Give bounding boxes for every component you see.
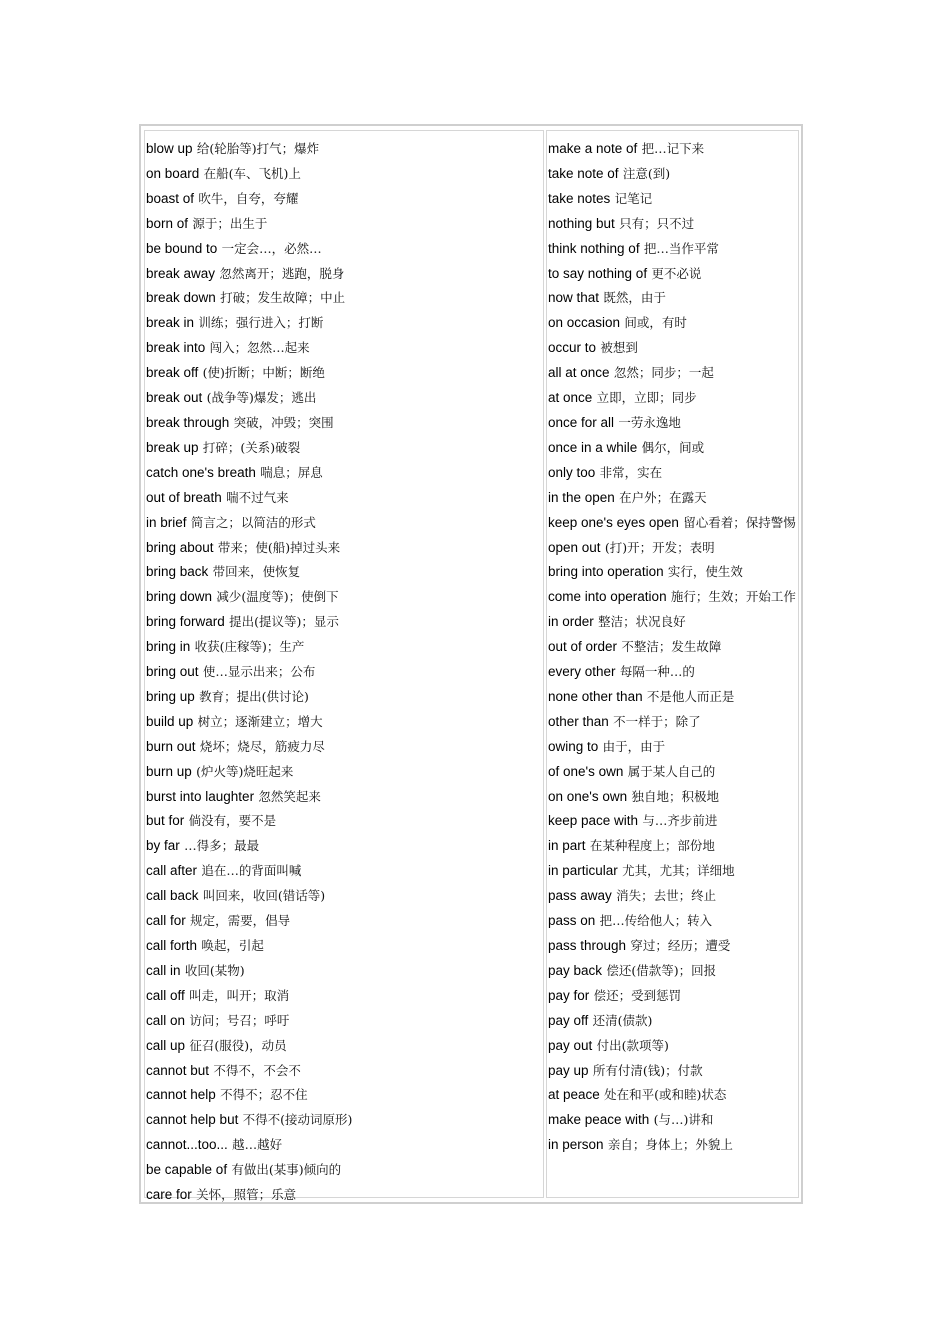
phrase-entry [146, 386, 541, 411]
phrase-meaning: 叫回来，收回(错话等) [202, 888, 326, 904]
phrase-entry [548, 536, 796, 561]
phrase-meaning: 教育；提出(供讨论) [199, 688, 309, 704]
phrase-meaning: 追在…的背面叫喊 [201, 863, 302, 879]
phrase-text: once in a while [548, 439, 638, 455]
phrase-meaning: 忽然；同步；一起 [613, 365, 714, 381]
phrase-entry [146, 834, 541, 859]
phrase-entry [146, 436, 541, 461]
phrase-entry [548, 1059, 796, 1084]
phrase-entry [548, 187, 796, 212]
phrase-entry [146, 635, 541, 660]
phrase-text: break through [146, 414, 230, 430]
phrase-text: to say nothing of [548, 265, 648, 281]
phrase-meaning: 穿过；经历；遭受 [630, 938, 731, 953]
phrase-meaning: 打碎；(关系)破裂 [202, 439, 301, 455]
phrase-entry [146, 1034, 541, 1059]
phrase-meaning: 忽然离开；逃跑，脱身 [219, 265, 345, 281]
phrase-text: in person [548, 1137, 604, 1153]
phrase-meaning: 有做出(某事)倾向的 [231, 1162, 342, 1178]
phrase-text: break down [146, 290, 216, 306]
phrase-entry [146, 685, 541, 710]
phrase-text: be bound to [146, 240, 218, 256]
phrase-meaning: …得多；最最 [184, 838, 260, 854]
phrase-text: once for all [548, 414, 615, 430]
phrase-text: none other than [548, 688, 643, 704]
phrase-meaning: 既然，由于 [603, 290, 666, 306]
phrase-text: blow up [146, 141, 193, 156]
phrase-entry [146, 1183, 541, 1208]
phrase-entry [146, 710, 541, 735]
phrase-entry [146, 1059, 541, 1084]
phrase-meaning: 偿还(借款等)；回报 [606, 962, 717, 978]
phrase-text: build up [146, 713, 194, 729]
phrase-entry [146, 237, 541, 262]
phrase-text: call off [146, 987, 185, 1003]
phrase-text: come into operation [548, 589, 667, 605]
right-entry-list [548, 137, 796, 1158]
phrase-entry [548, 311, 796, 336]
phrase-meaning: 在户外；在露天 [619, 489, 707, 505]
phrase-meaning: 把…传给他人；转入 [599, 913, 713, 929]
phrase-entry [548, 710, 796, 735]
phrase-entry [548, 286, 796, 311]
phrase-meaning: 不得不(接动词原形) [242, 1112, 353, 1128]
phrase-meaning: 处在和平(或和睦)状态 [604, 1087, 727, 1103]
phrase-text: call up [146, 1037, 186, 1053]
phrase-entry [548, 735, 796, 760]
phrase-entry [548, 685, 796, 710]
left-entry-list [146, 137, 541, 1208]
phrase-meaning: (使)折断；中断；断绝 [202, 365, 325, 381]
phrase-entry [548, 984, 796, 1009]
phrase-meaning: 间或，有时 [624, 315, 687, 331]
phrase-entry [548, 560, 796, 585]
phrase-entry [146, 536, 541, 561]
phrase-text: of one's own [548, 763, 624, 779]
phrase-text: pass through [548, 938, 627, 953]
phrase-text: pass away [548, 888, 612, 904]
phrase-entry [146, 1108, 541, 1133]
phrase-entry [548, 785, 796, 810]
phrase-text: now that [548, 290, 600, 306]
phrase-meaning: (战争等)爆发；逃出 [206, 390, 317, 406]
phrase-meaning: 带回来，使恢复 [212, 564, 301, 580]
phrase-meaning: 每隔一种…的 [619, 664, 695, 680]
left-column [144, 130, 544, 1203]
phrase-meaning: 消失；去世；终止 [616, 888, 717, 904]
phrase-meaning: 唤起，引起 [201, 938, 264, 953]
phrase-text: occur to [548, 340, 597, 356]
phrase-entry [146, 959, 541, 984]
phrase-text: bring back [146, 564, 209, 580]
phrase-entry [548, 834, 796, 859]
phrase-meaning: 整洁；状况良好 [598, 614, 686, 630]
phrase-text: bring out [146, 664, 199, 680]
phrase-text: at peace [548, 1087, 600, 1103]
phrase-text: call in [146, 962, 181, 978]
phrase-entry [146, 909, 541, 934]
phrase-meaning: 在船(车、飞机)上 [203, 165, 301, 181]
phrase-entry [146, 785, 541, 810]
phrase-meaning: 提出(提议等)；显示 [229, 614, 339, 630]
phrase-text: on one's own [548, 788, 628, 804]
phrase-text: make peace with [548, 1112, 650, 1128]
phrase-meaning: 喘不过气来 [226, 489, 289, 505]
phrase-entry [146, 461, 541, 486]
phrase-text: in the open [548, 489, 615, 505]
phrase-meaning: 实行，使生效 [667, 564, 743, 580]
phrase-text: by far [146, 838, 180, 854]
phrase-text: boast of [146, 190, 195, 206]
phrase-entry [548, 809, 796, 834]
phrase-entry [146, 735, 541, 760]
phrase-entry [548, 884, 796, 909]
phrase-text: burn out [146, 738, 196, 754]
phrase-entry [548, 859, 796, 884]
phrase-meaning: 属于某人自己的 [627, 763, 716, 779]
phrase-entry [548, 1133, 796, 1158]
phrase-entry [548, 137, 796, 162]
phrase-text: pay for [548, 987, 590, 1003]
phrase-entry [146, 311, 541, 336]
phrase-entry [146, 1009, 541, 1034]
phrase-text: take notes [548, 190, 611, 206]
phrase-entry [146, 984, 541, 1009]
phrase-entry [146, 286, 541, 311]
phrase-text: make a note of [548, 141, 638, 156]
phrase-text: bring up [146, 688, 195, 704]
phrase-meaning: 非常，实在 [599, 464, 663, 480]
phrase-text: break away [146, 265, 216, 281]
phrase-entry [548, 336, 796, 361]
phrase-entry [146, 585, 541, 610]
phrase-meaning: 亲自；身体上；外貌上 [607, 1137, 733, 1153]
phrase-meaning: 征召(服役)，动员 [189, 1037, 287, 1053]
phrase-text: pay out [548, 1037, 593, 1053]
phrase-meaning: (打)开；开发；表明 [604, 539, 715, 555]
phrase-entry [548, 1083, 796, 1108]
phrase-meaning: 不是他人而正是 [646, 688, 735, 704]
phrase-text: call for [146, 913, 186, 929]
phrase-meaning: 偿还；受到惩罚 [593, 987, 682, 1003]
phrase-entry [146, 660, 541, 685]
phrase-text: break up [146, 439, 199, 455]
phrase-text: on occasion [548, 315, 621, 331]
phrase-meaning: 忽然笑起来 [258, 788, 321, 804]
phrase-entry [548, 635, 796, 660]
phrase-text: all at once [548, 365, 610, 381]
phrase-meaning: 突破，冲毁；突围 [233, 414, 334, 430]
phrase-text: break into [146, 340, 206, 356]
phrase-text: take note of [548, 165, 619, 181]
phrase-entry [548, 361, 796, 386]
phrase-meaning: 给(轮胎等)打气；爆炸 [196, 141, 320, 156]
phrase-text: pay up [548, 1062, 589, 1078]
phrase-text: owing to [548, 738, 599, 754]
phrase-meaning: 规定，需要，倡导 [190, 913, 291, 929]
phrase-meaning: 越…越好 [232, 1137, 283, 1153]
phrase-meaning: 留心看着；保持警惕 [683, 514, 796, 530]
phrase-text: in order [548, 614, 594, 630]
phrase-entry [146, 760, 541, 785]
phrase-text: open out [548, 539, 601, 555]
phrase-meaning: 还清(债款) [592, 1012, 653, 1028]
phrase-meaning: 在某种程度上；部份地 [589, 838, 715, 854]
phrase-text: call on [146, 1012, 186, 1028]
phrase-entry [146, 1083, 541, 1108]
phrase-entry [548, 386, 796, 411]
right-column [546, 130, 799, 1198]
phrase-entry [548, 212, 796, 237]
phrase-entry [146, 610, 541, 635]
phrase-meaning: 所有付清(钱)；付款 [592, 1062, 703, 1078]
phrase-meaning: 更不必说 [651, 265, 702, 281]
phrase-text: cannot but [146, 1062, 210, 1078]
phrase-entry [146, 212, 541, 237]
phrase-text: call forth [146, 938, 198, 953]
phrase-meaning: 立即，立即；同步 [596, 390, 697, 406]
phrase-entry [548, 237, 796, 262]
phrase-meaning: 把…记下来 [641, 141, 705, 156]
phrase-meaning: 记笔记 [614, 190, 653, 206]
phrase-text: out of breath [146, 489, 222, 505]
phrase-meaning: 与…齐步前进 [642, 813, 718, 829]
phrase-entry [548, 436, 796, 461]
phrase-meaning: 不得不；忍不住 [220, 1087, 308, 1103]
phrase-entry [548, 262, 796, 287]
phrase-text: burn up [146, 763, 192, 779]
phrase-meaning: 简言之；以简洁的形式 [190, 514, 316, 530]
phrase-entry [146, 162, 541, 187]
phrase-meaning: 吹牛，自夸，夸耀 [198, 190, 299, 206]
phrase-text: in brief [146, 514, 187, 530]
phrase-entry [146, 262, 541, 287]
phrase-meaning: 收获(庄稼等)；生产 [194, 639, 305, 655]
phrase-entry [548, 760, 796, 785]
phrase-text: bring in [146, 639, 191, 655]
phrase-meaning: 付出(款项等) [596, 1037, 669, 1053]
phrase-meaning: 源于；出生于 [192, 215, 268, 231]
phrase-text: be capable of [146, 1162, 228, 1178]
phrase-entry [548, 162, 796, 187]
phrase-text: other than [548, 713, 609, 729]
phrase-entry [146, 511, 541, 536]
phrase-entry [548, 511, 796, 536]
phrase-text: bring into operation [548, 564, 664, 580]
phrase-meaning: 一劳永逸地 [618, 414, 681, 430]
phrase-entry [146, 137, 541, 162]
phrase-meaning: 减少(温度等)；使倒下 [216, 589, 339, 605]
phrase-meaning: 关怀，照管；乐意 [196, 1187, 297, 1203]
phrase-meaning: 把…当作平常 [643, 240, 719, 256]
phrase-entry [146, 560, 541, 585]
phrase-entry [548, 934, 796, 959]
phrase-entry [548, 585, 796, 610]
phrase-text: bring down [146, 589, 213, 605]
phrase-meaning: 只有；只不过 [619, 215, 695, 231]
phrase-text: care for [146, 1187, 192, 1203]
phrase-meaning: 一定会…，必然… [221, 240, 322, 256]
phrase-entry [548, 411, 796, 436]
phrase-entry [146, 884, 541, 909]
phrase-entry [146, 486, 541, 511]
phrase-text: in particular [548, 863, 618, 879]
phrase-text: pass on [548, 913, 596, 929]
phrase-entry [548, 461, 796, 486]
phrase-meaning: 树立；逐渐建立；增大 [197, 713, 323, 729]
phrase-text: break off [146, 365, 199, 381]
phrase-entry [146, 361, 541, 386]
phrase-meaning: 收回(某物) [184, 962, 245, 978]
phrase-meaning: 注意(到) [622, 165, 671, 181]
phrase-meaning: 闯入；忽然…起来 [209, 340, 310, 356]
phrase-entry [146, 411, 541, 436]
phrase-text: at once [548, 390, 593, 406]
phrase-text: call back [146, 888, 199, 904]
phrase-entry [146, 187, 541, 212]
phrase-entry [146, 1133, 541, 1158]
phrase-text: burst into laughter [146, 788, 255, 804]
phrase-meaning: (炉火等)烧旺起来 [196, 763, 294, 779]
phrase-text: born of [146, 215, 189, 231]
phrase-text: every other [548, 664, 616, 680]
phrase-meaning: 使…显示出来；公布 [202, 664, 316, 680]
phrase-meaning: 访问；号召；呼吁 [189, 1012, 290, 1028]
phrase-text: cannot...too... [146, 1137, 228, 1153]
phrase-text: keep pace with [548, 813, 639, 829]
phrase-text: only too [548, 464, 596, 480]
phrase-entry [548, 909, 796, 934]
phrase-meaning: 带来；使(船)掉过头来 [217, 539, 341, 555]
phrase-entry [548, 1034, 796, 1059]
phrase-entry [548, 1009, 796, 1034]
phrase-text: keep one's eyes open [548, 514, 679, 530]
phrase-text: nothing but [548, 215, 615, 231]
phrase-meaning: 喘息；屏息 [260, 464, 323, 480]
phrase-entry [548, 486, 796, 511]
phrase-meaning: 叫走，叫开；取消 [189, 987, 290, 1003]
phrase-text: pay off [548, 1012, 589, 1028]
phrase-text: think nothing of [548, 240, 640, 256]
phrase-text: cannot help but [146, 1112, 239, 1128]
phrase-meaning: (与…)讲和 [653, 1112, 714, 1128]
phrase-text: bring forward [146, 614, 225, 630]
phrase-entry [548, 610, 796, 635]
phrase-meaning: 被想到 [600, 340, 638, 356]
phrase-text: but for [146, 813, 185, 829]
phrase-entry [146, 809, 541, 834]
phrase-entry [146, 859, 541, 884]
vocabulary-table [139, 124, 803, 1204]
phrase-meaning: 训练；强行进入；打断 [198, 315, 324, 331]
phrase-entry [548, 660, 796, 685]
phrase-text: break out [146, 390, 203, 406]
phrase-meaning: 倘没有，要不是 [188, 813, 277, 829]
phrase-entry [146, 1158, 541, 1183]
phrase-entry [548, 959, 796, 984]
phrase-meaning: 烧坏；烧尽，筋疲力尽 [199, 738, 325, 754]
phrase-text: bring about [146, 539, 214, 555]
phrase-text: call after [146, 863, 198, 879]
phrase-meaning: 施行；生效；开始工作 [670, 589, 796, 605]
phrase-meaning: 不得不，不会不 [213, 1062, 301, 1078]
phrase-text: break in [146, 315, 195, 331]
phrase-meaning: 尤其，尤其；详细地 [622, 863, 735, 879]
phrase-meaning: 偶尔，间或 [641, 439, 705, 455]
phrase-text: cannot help [146, 1087, 216, 1103]
phrase-text: on board [146, 165, 200, 181]
phrase-entry [146, 934, 541, 959]
phrase-meaning: 打破；发生故障；中止 [220, 290, 346, 306]
phrase-entry [548, 1108, 796, 1133]
phrase-entry [146, 336, 541, 361]
phrase-text: out of order [548, 639, 618, 655]
phrase-text: in part [548, 838, 586, 854]
phrase-meaning: 由于，由于 [602, 738, 666, 754]
phrase-meaning: 独自地；积极地 [631, 788, 719, 804]
phrase-text: catch one's breath [146, 464, 256, 480]
phrase-meaning: 不一样于；除了 [613, 713, 701, 729]
phrase-text: pay back [548, 962, 603, 978]
phrase-meaning: 不整洁；发生故障 [621, 639, 722, 655]
